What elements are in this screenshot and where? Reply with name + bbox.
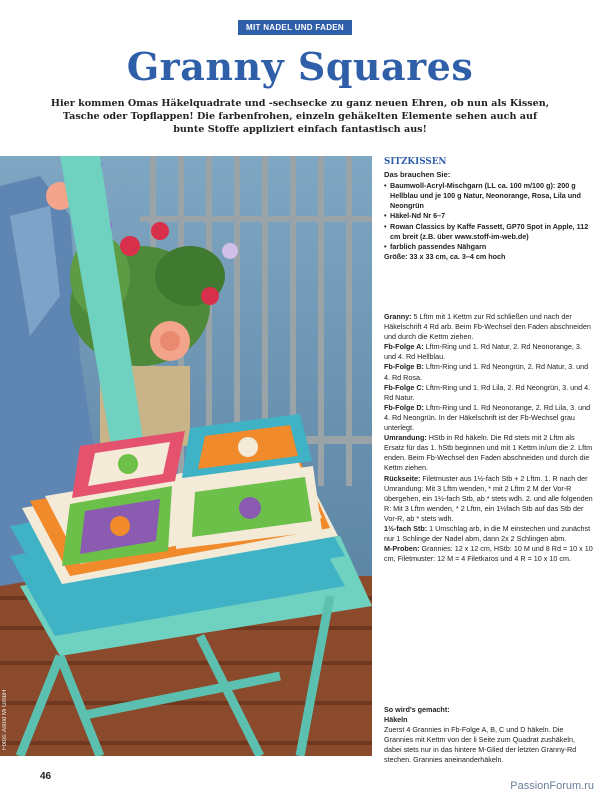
instruction-paragraph: Fb-Folge C: Lftm-Ring und 1. Rd Lila, 2. Rd Neongrün, 3. und 4. Rd Natur. bbox=[384, 382, 591, 402]
instructions-column bbox=[384, 312, 594, 564]
howto-section bbox=[384, 705, 594, 766]
list-item: • Rowan Classics by Kaffe Fassett, GP70 Spot in Apple, 112 cm breit (z.B. über www.stoff-im-web.de) bbox=[384, 222, 594, 242]
list-item: • Baumwoll-Acryl-Mischgarn (LL ca. 100 m/100 g): 200 g Hellblau und je 100 g Natur, Neonorange, Rosa, Lila und Neongrün bbox=[384, 181, 594, 211]
page-number: 46 bbox=[40, 771, 52, 782]
page-title: Granny Squares bbox=[126, 44, 474, 89]
intro-text: Hier kommen Omas Häkelquadrate und -sechsecke zu ganz neuen Ehren, ob nun als Kissen, Tasche oder Topflappen! Die farbenfrohen, einzeln gehäkelten Elemente sehen auch auf bunte Stoffe appliziert einfach fantastisch aus! bbox=[50, 98, 550, 135]
instruction-paragraph: Granny: 5 Lftm mit 1 Kettm zur Rd schließen und nach der Häkelschrift 4 Rd arb. Beim Fb-Wechsel den Faden abschneiden und durch die Kettm ziehen. bbox=[384, 312, 591, 342]
size-line: Größe: 33 x 33 cm, ca. 3–4 cm hoch bbox=[384, 251, 506, 261]
section-tag: MIT NADEL UND FADEN bbox=[238, 20, 352, 35]
needs-heading: Das brauchen Sie: bbox=[384, 170, 451, 180]
howto-heading: So wird's gemacht: bbox=[384, 705, 450, 714]
sidebar-heading: SITZKISSEN bbox=[384, 157, 447, 167]
cushion-photo bbox=[0, 156, 372, 756]
watermark: PassionForum.ru bbox=[510, 780, 594, 792]
instruction-paragraph: M-Proben: Grannies: 12 x 12 cm, HStb: 10 M und 8 Rd = 10 x 10 cm, Filetmuster: 12 M = 4 Filetkaros und 4 R = 10 x 10 cm. bbox=[384, 544, 593, 564]
instruction-paragraph: 1½-fach Stb: 1 Umschlag arb, in die M einstechen und zunächst nur 1 Schlinge der Nadel abm, dann 2x 2 Schlingen abm. bbox=[384, 523, 591, 544]
instruction-paragraph: Fb-Folge D: Lftm-Ring und 1. Rd Neonorange, 2. Rd Lila, 3. und 4. Rd Neongrün. In der Häkelschrift ist der Fb-Wechsel grau unterlegt. bbox=[384, 402, 591, 433]
materials-sidebar bbox=[384, 157, 594, 262]
instruction-paragraph: Umrandung: HStb in Rd häkeln. Die Rd stets mit 2 Lftm als Ersatz für das 1. hStb beginnen und mit 1 Kettm in/um die 2. Lftm enden. Beim Fb-Wechsel den Faden abschneiden und durch die Kettm ziehen. bbox=[384, 433, 593, 473]
materials-list bbox=[384, 181, 594, 252]
howto-text: Zuerst 4 Grannies in Fb-Folge A, B, C und D häkeln. Die Grannies mit Kettm von der li Seite zum Quadrat zushäkeln, dabei stets nur in das hintere M-Glied der letzten Granny-Rd stechen. Grannies aneinanderhäkeln. bbox=[384, 725, 577, 765]
cushion-photo-illustration bbox=[0, 156, 372, 756]
photo-credit: Fotos: Astrid Mi GmbH bbox=[2, 689, 8, 750]
list-item: • farblich passendes Nähgarn bbox=[384, 242, 594, 252]
list-item: • Häkel-Nd Nr 6–7 bbox=[384, 211, 594, 221]
instruction-paragraph: Fb-Folge A: Lftm-Ring und 1. Rd Natur, 2. Rd Neonorange, 3. und 4. Rd Hellblau. bbox=[384, 342, 582, 362]
howto-subheading: Häkeln bbox=[384, 715, 408, 725]
instruction-paragraph: Rückseite: Filetmuster aus 1½-fach Stb + 2 Lftm. 1. R nach der Umrandung: Mit 3 Lftm wenden, * mit 2 Lftm 2 M der Vor-R übergehen, ein 1½-fach Stb, ab * stets wdh. 2. und alle folgenden R: Mit 3 Lftm wenden, * 2 Lftm, ein 1½fach Stb auf das Stb der Vor-R, ab * stets wdh. bbox=[384, 473, 593, 523]
instruction-paragraph: Fb-Folge B: Lftm-Ring und 1. Rd Neongrün, 2. Rd Natur, 3. und 4. Rd Rosa. bbox=[384, 362, 589, 382]
